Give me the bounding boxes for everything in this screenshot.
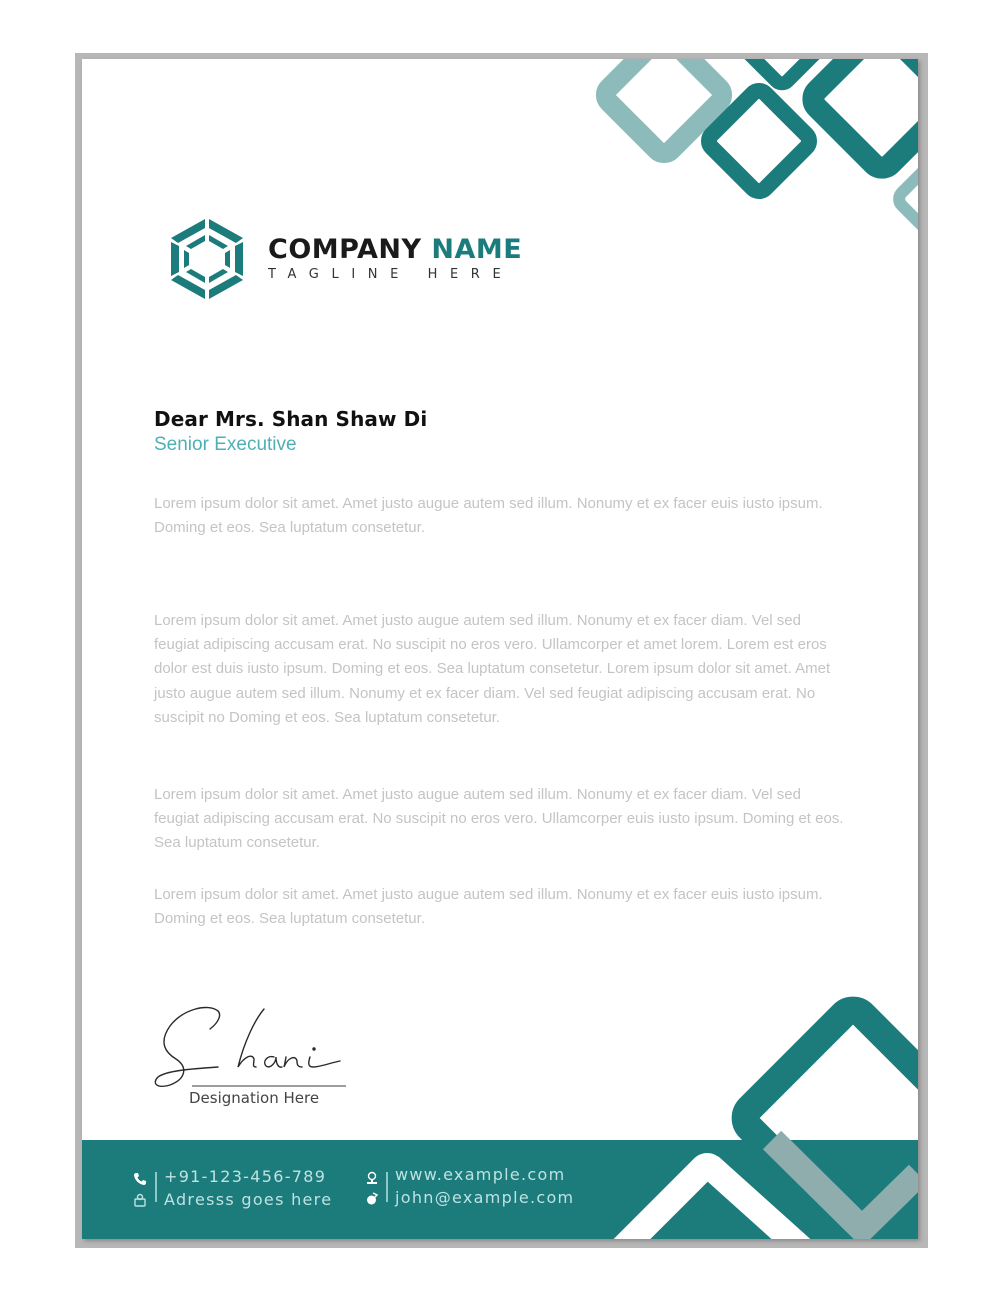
body-paragraph-2: Lorem ipsum dolor sit amet. Amet justo augue autem sed illum. Nonumy et ex facer diam. Vel sed feugiat adipiscing accusam erat. No suscipit no eros vero. Ullamcorper et amet lorem. Lorem est eros dolor est duis iusto ipsum. Doming et eos. Sea luptatum consetetur. Lorem ipsum dolor sit amet. Amet justo augue autem sed illum. Nonumy et ex facer diam. Vel sed feugiat adipiscing accusam erat. No suscipit no Doming et eos. Sea luptatum consetetur. [154, 612, 831, 726]
footer-divider-right [386, 1172, 388, 1202]
company-name [268, 235, 522, 265]
footer-icons-right [365, 1171, 379, 1206]
body-paragraph-1: Lorem ipsum dolor sit amet. Amet justo augue autem sed illum. Nonumy et ex facer euis iusto ipsum. Doming et eos. Sea luptatum consetetur. [154, 495, 823, 537]
hexagon-logo-icon [170, 217, 248, 301]
email-icon [365, 1192, 379, 1206]
company-name-part2: NAME [431, 234, 523, 265]
tagline: TAGLINE HERE [268, 267, 514, 282]
globe-icon [365, 1171, 379, 1185]
company-logo [170, 217, 522, 301]
phone-icon [133, 1172, 147, 1186]
body-paragraph-4: Lorem ipsum dolor sit amet. Amet justo augue autem sed illum. Nonumy et ex facer euis iusto ipsum. Doming et eos. Sea luptatum consetetur. [154, 886, 823, 928]
signature-line [192, 1085, 346, 1087]
address: Adresss goes here [164, 1190, 333, 1209]
footer-contact-right [395, 1163, 574, 1209]
email-link[interactable]: john@example.com [395, 1188, 575, 1207]
website-link[interactable]: www.example.com [395, 1165, 566, 1184]
location-icon [133, 1193, 147, 1207]
company-name-part1: COMPANY [268, 234, 422, 265]
footer-icons-left [133, 1172, 147, 1207]
recipient-title: Senior Executive [154, 434, 297, 455]
phone-number: +91-123-456-789 [164, 1167, 327, 1186]
signer-designation: Designation Here [189, 1089, 320, 1107]
salutation: Dear Mrs. Shan Shaw Di [154, 407, 428, 431]
footer-contact-left [164, 1165, 332, 1211]
footer-divider-left [155, 1172, 157, 1202]
body-paragraph-3: Lorem ipsum dolor sit amet. Amet justo augue autem sed illum. Nonumy et ex facer diam. Vel sed feugiat adipiscing accusam erat. No suscipit no eros vero. Ullamcorper euis iusto ipsum. Doming et eos. Sea luptatum consetetur. [154, 786, 844, 852]
letterhead-page [82, 59, 918, 1239]
top-right-diamond-pattern [82, 59, 918, 359]
